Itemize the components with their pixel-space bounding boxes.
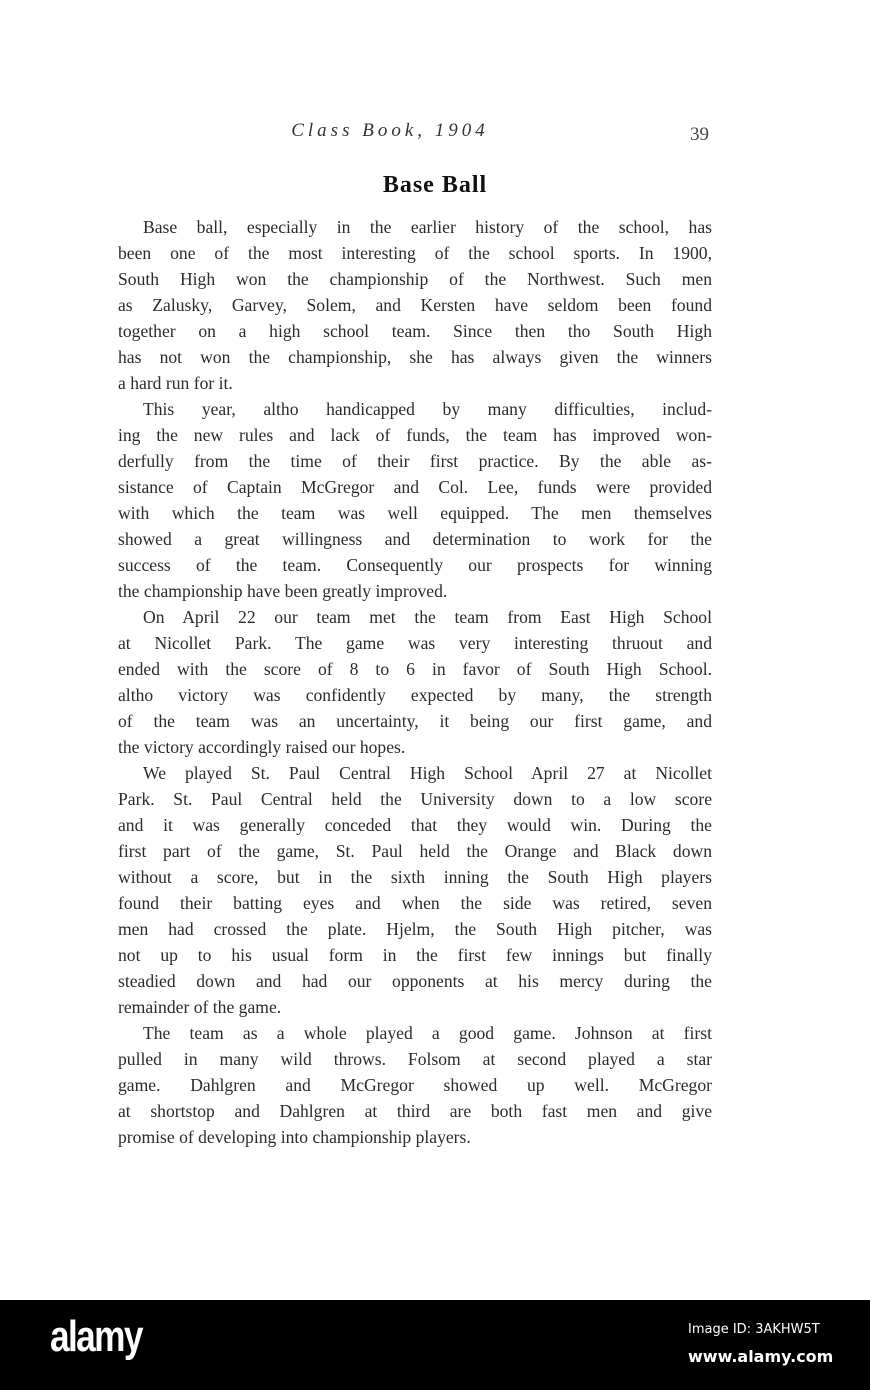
text-line: promise of developing into championship players. [118,1127,471,1147]
text-line: not up to his usual form in the first few innings but finally [118,945,712,965]
text-line: derfully from the time of their first practice. By the able as- [118,451,712,471]
text-line: with which the team was well equipped. The men themselves [118,503,712,523]
text-line: and it was generally conceded that they would win. During the [118,815,712,835]
text-line: success of the team. Consequently our prospects for winning [118,555,712,575]
watermark-footer [0,1300,870,1390]
paragraph [118,1020,712,1150]
text-line: at Nicollet Park. The game was very interesting thruout and [118,633,712,653]
text-line: This year, altho handicapped by many difficulties, includ- [143,399,712,419]
text-line: ing the new rules and lack of funds, the team has improved won- [118,425,712,445]
running-head: Class Book, 1904 [291,120,489,141]
text-line: has not won the championship, she has always given the winners [118,347,712,367]
text-line: sistance of Captain McGregor and Col. Lee, funds were provided [118,477,712,497]
text-line: We played St. Paul Central High School April 27 at Nicollet [143,763,712,783]
article-title: Base Ball [382,172,488,198]
text-line: Park. St. Paul Central held the University down to a low score [118,789,712,809]
text-line: On April 22 our team met the team from East High School [143,607,712,627]
text-line: South High won the championship of the Northwest. Such men [118,269,712,289]
text-line: Base ball, especially in the earlier history of the school, has [143,217,712,237]
text-line: the victory accordingly raised our hopes. [118,737,406,757]
text-line: showed a great willingness and determination to work for the [118,529,712,549]
alamy-logo: alamy [50,1312,142,1361]
text-line: remainder of the game. [118,997,282,1017]
text-line: as Zalusky, Garvey, Solem, and Kersten have seldom been found [118,295,712,315]
text-line: at shortstop and Dahlgren at third are both fast men and give [118,1101,712,1121]
paragraph [118,760,712,1020]
text-line: found their batting eyes and when the side was retired, seven [118,893,712,913]
website-link: www.alamy.com [688,1347,834,1366]
text-line: game. Dahlgren and McGregor showed up well. McGregor [118,1075,712,1095]
text-line: a hard run for it. [118,373,233,393]
image-id: Image ID: 3AKHW5T [688,1322,820,1337]
text-line: together on a high school team. Since then tho South High [118,321,712,341]
text-line: ended with the score of 8 to 6 in favor of South High School. [118,659,712,679]
text-line: men had crossed the plate. Hjelm, the South High pitcher, was [118,919,712,939]
text-line: without a score, but in the sixth inning the South High players [118,867,712,887]
text-line: pulled in many wild throws. Folsom at second played a star [118,1049,712,1069]
page-number: 39 [690,124,709,145]
text-line: of the team was an uncertainty, it being our first game, and [118,711,712,731]
text-line: first part of the game, St. Paul held the Orange and Black down [118,841,712,861]
text-line: the championship have been greatly improved. [118,581,448,601]
text-line: steadied down and had our opponents at his mercy during the [118,971,712,991]
paragraph [118,214,712,396]
text-line: been one of the most interesting of the school sports. In 1900, [118,243,712,263]
paragraph [118,604,712,760]
paragraph [118,396,712,604]
text-line: The team as a whole played a good game. Johnson at first [143,1023,712,1043]
text-line: altho victory was confidently expected by many, the strength [118,685,712,705]
article-body [118,214,712,1150]
